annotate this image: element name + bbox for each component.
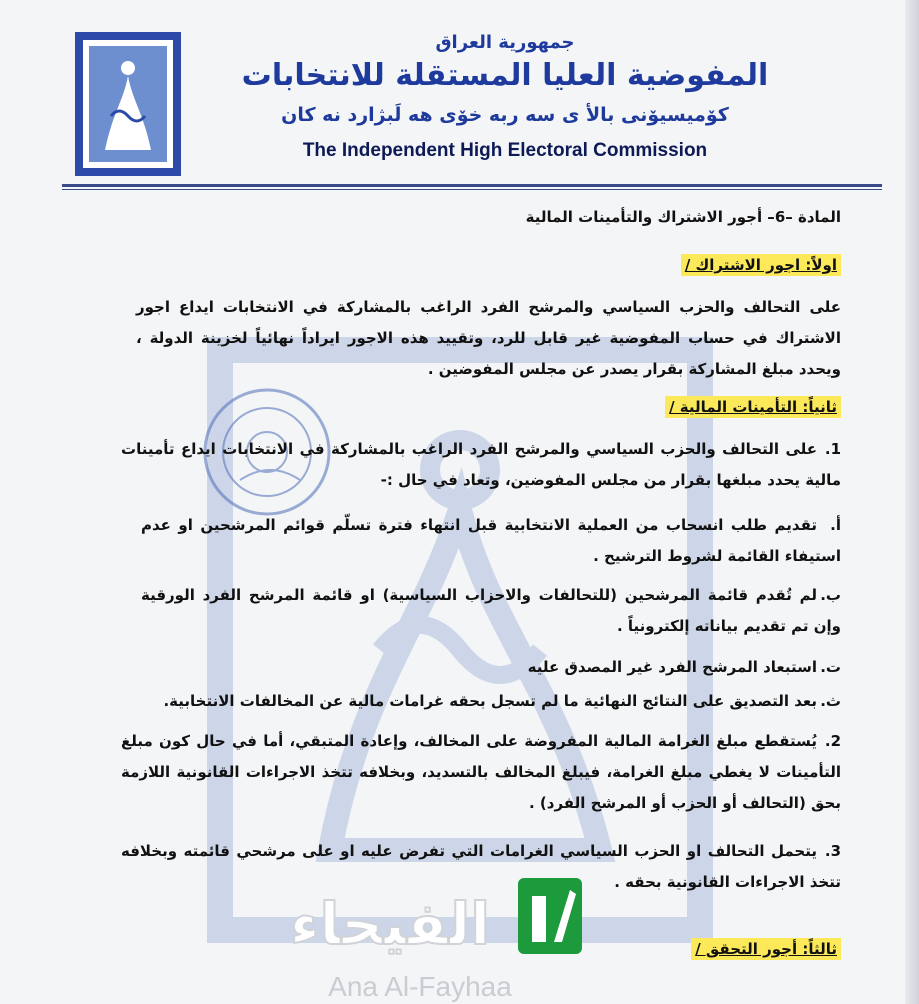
section1-paragraph: على التحالف والحزب السياسي والمرشح الفرد الراغب بالمشاركة في الانتخابات ايداع اجور الاشتراك في حساب المفوضية غير قابل للرد، وتقييد هذه الاجور ايراداً نهائياً لخزينة الدولة ، ويحدد مبلغ المشاركة بقرار يصدر عن مجلس المفوضين . — [136, 298, 841, 378]
item-number: 3. — [824, 842, 841, 860]
item-letter: ب. — [820, 586, 841, 604]
section2-subitem-th — [141, 686, 841, 717]
section2-subitem-b — [141, 580, 841, 642]
brand-arabic: الفيحاء — [289, 890, 491, 958]
item-letter: أ. — [830, 516, 841, 534]
item-letter: ت. — [820, 658, 841, 676]
commission-logo — [75, 32, 181, 176]
section1-heading-text: اولاً: اجور الاشتراك / — [681, 254, 841, 276]
header-commission-kurdish: كۆميسيۆنى بالأ ى سه ربه خۆى هه لَبژارد نه كان — [281, 104, 729, 126]
section1-heading — [681, 256, 841, 274]
header-divider-thin — [62, 189, 882, 190]
brand-english: Ana Al-Fayhaa — [328, 971, 512, 1002]
item-letter: ث. — [820, 692, 841, 710]
header-commission-english: The Independent High Electoral Commission — [302, 140, 708, 161]
item-text: يتحمل التحالف او الحزب السياسي الغرامات التي تفرض عليه او على مرشحي قائمته وبخلافه تتخذ الاجراءات القانونية بحقه . — [121, 842, 841, 891]
al-fayhaa-watermark — [270, 872, 600, 1004]
item-text: لم تُقدم قائمة المرشحين (للتحالفات والاحزاب السياسية) او قائمة المرشح الفرد الورقية وإن تم تقديم بياناته إلكترونياً . — [141, 586, 841, 635]
item-number: 2. — [824, 732, 841, 750]
header-country: جمهورية العراق — [435, 32, 575, 53]
item-number: 1. — [824, 440, 841, 458]
section3-heading — [691, 940, 841, 958]
item-text: استبعاد المرشح الفرد غير المصدق عليه — [527, 658, 817, 676]
section2-heading-text: ثانياً: التأمينات المالية / — [665, 396, 841, 418]
section2-subitem-t — [141, 652, 841, 683]
item-text: تقديم طلب انسحاب من العملية الانتخابية قبل انتهاء فترة تسلّم قوائم المرشحين او عدم استيفاء القائمة لشروط الترشيح . — [141, 516, 841, 565]
section2-subitem-a — [141, 510, 841, 572]
header-commission-arabic: المفوضية العليا المستقلة للانتخابات — [241, 58, 769, 93]
item-text: على التحالف والحزب السياسي والمرشح الفرد الراغب بالمشاركة في الانتخابات ايداع تأمينات مالية يحدد مبلغها بقرار من مجلس المفوضين، وتعاد في حال :- — [121, 440, 841, 489]
section2-item-1 — [121, 434, 841, 496]
item-text: بعد التصديق على النتائج النهائية ما لم تسجل بحقه غرامات مالية عن المخالفات الانتخابية. — [163, 692, 817, 710]
header-divider — [62, 184, 882, 187]
article-title: المادة –6– أجور الاشتراك والتأمينات المالية — [525, 208, 841, 226]
section2-heading — [665, 398, 841, 416]
item-text: يُستقطع مبلغ الغرامة المالية المفروضة على المخالف، وإعادة المتبقي، أما في حال كون مبلغ التأمينات لا يغطي مبلغ الغرامة، فيبلغ المخالف بالتسديد، وبخلافه تتخذ الاجراءات القانونية اللازمة بحق (التحالف أو الحزب أو المرشح الفرد) . — [121, 732, 841, 812]
section3-heading-text: ثالثاً: أجور التحقق / — [691, 938, 841, 960]
section2-item-2 — [121, 726, 841, 819]
page-edge-shadow — [905, 0, 919, 1004]
